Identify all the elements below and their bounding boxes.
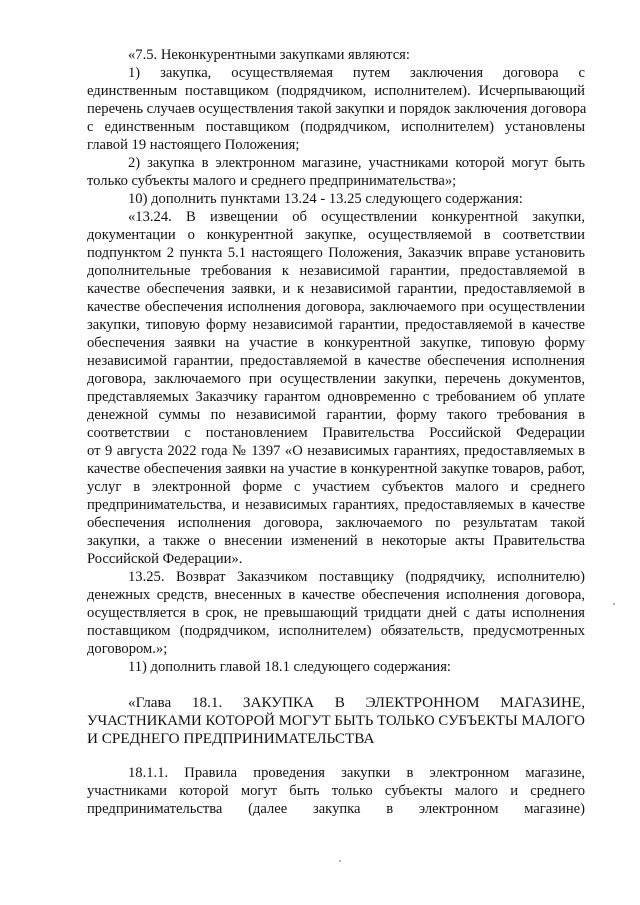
text-line: обеспечения исполнения договора, заключаемого по результатам такой (87, 515, 585, 531)
text-line: 1) закупка, осуществляемая путем заключения договора с (128, 65, 585, 81)
text-line: денежных средств, внесенных в качестве обеспечения исполнения договора, (87, 587, 585, 603)
text-line: обеспечения заявки на участие в конкурентной закупке, типовую форму (87, 335, 585, 351)
text-line: главой 19 настоящего Положения; (87, 137, 300, 153)
text-line: представляемых Заказчику гарантом одновременно с требованием об уплате (87, 389, 585, 405)
text-line: соответствии с постановлением Правительства Российской Федерации (87, 425, 585, 441)
text-line: качестве обеспечения заявки, и к независимой гарантии, предоставляемой в (87, 281, 585, 297)
chapter-heading-line: УЧАСТНИКАМИ КОТОРОЙ МОГУТ БЫТЬ ТОЛЬКО СУБЪЕКТЫ МАЛОГО (87, 713, 585, 729)
text-line: 11) дополнить главой 18.1 следующего содержания: (128, 659, 451, 675)
text-line: Российской Федерации». (87, 551, 243, 567)
text-line: закупки, типовую форму независимой гарантии, предоставляемой в качестве (87, 317, 585, 333)
text-line: «13.24. В извещении об осуществлении конкурентной закупки, (128, 209, 585, 225)
chapter-heading-line: И СРЕДНЕГО ПРЕДПРИНИМАТЕЛЬСТВА (87, 730, 375, 747)
text-line: независимой гарантии, предоставляемой в качестве обеспечения исполнения (87, 353, 585, 369)
text-line: документации о конкурентной закупке, осуществляемой в соответствии (87, 227, 585, 243)
text-line: только субъекты малого и среднего предпринимательства»; (87, 173, 457, 189)
text-line: услуг в электронной форме с участием субъектов малого и среднего (87, 479, 585, 495)
text-line: 18.1.1. Правила проведения закупки в электронном магазине, (128, 765, 585, 781)
text-line: единственным поставщиком (подрядчиком, исполнителем). Исчерпывающий (87, 83, 585, 99)
text-line: дополнительные требования к независимой гарантии, предоставляемой в (87, 263, 585, 279)
text-line: денежной суммы по независимой гарантии, форму такого требования в (87, 407, 585, 423)
text-line: предпринимательства, и независимых гарантиях, предоставляемых в качестве (87, 497, 585, 513)
text-line: подпунктом 2 пункта 5.1 настоящего Положения, Заказчик вправе установить (87, 245, 585, 261)
text-line: договора, заключаемого при осуществлении закупки, перечень документов, (87, 371, 585, 387)
chapter-heading-line: «Глава 18.1. ЗАКУПКА В ЭЛЕКТРОННОМ МАГАЗИНЕ, (128, 694, 585, 711)
text-line: предпринимательства (далее закупка в электронном магазине) (87, 801, 585, 817)
scan-speck (613, 603, 615, 605)
text-line: поставщиком (подрядчиком, исполнителем) обязательств, предусмотренных (87, 623, 585, 639)
text-line: качестве обеспечения заявки на участие в конкурентной закупке товаров, работ, (87, 461, 585, 477)
text-line: качестве обеспечения исполнения договора, заключаемого при осуществлении (87, 299, 585, 315)
text-line: 13.25. Возврат Заказчиком поставщику (подрядчику, исполнителю) (128, 569, 585, 585)
scan-speck (339, 860, 341, 862)
text-line: перечень случаев осуществления такой закупки и порядок заключения договора (87, 101, 587, 117)
text-line: договором.»; (87, 641, 168, 657)
text-line: 10) дополнить пунктами 13.24 - 13.25 следующего содержания: (128, 191, 523, 207)
text-line: 2) закупка в электронном магазине, участниками которой могут быть (128, 155, 585, 171)
text-line: участниками которой могут быть только субъекты малого и среднего (87, 783, 585, 799)
text-line: с единственным поставщиком (подрядчиком, исполнителем) установлены (87, 119, 585, 135)
text-line: от 9 августа 2022 года № 1397 «О независимых гарантиях, предоставляемых в (87, 443, 585, 459)
text-line: закупки, а также о внесении изменений в некоторые акты Правительства (87, 533, 585, 549)
text-line: «7.5. Неконкурентными закупками являются: (128, 47, 410, 63)
text-line: осуществляется в срок, не превышающий тридцати дней с даты исполнения (87, 605, 585, 621)
